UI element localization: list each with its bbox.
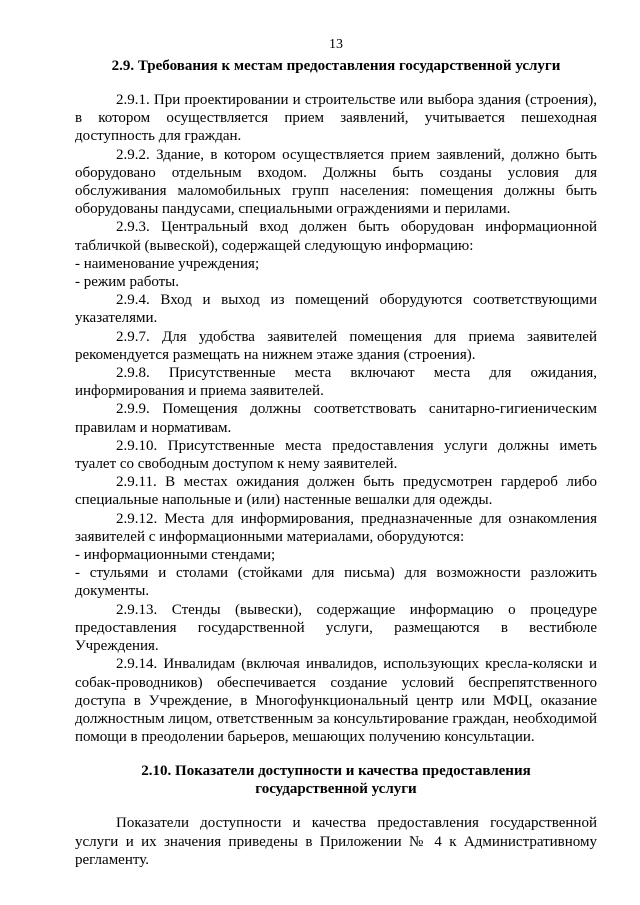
paragraph-2-9-10: 2.9.10. Присутственные места предоставления услуги должны иметь туалет со свободным доступом к нему заявителей. xyxy=(75,437,597,473)
section-2-10-title-line-2: государственной услуги xyxy=(255,781,417,798)
paragraph-2-9-1: 2.9.1. При проектировании и строительстве или выбора здания (строения), в котором осуществляется прием заявлений, учитывается пешеходная доступность для граждан. xyxy=(75,92,597,145)
section-2-10-title-line-1: 2.10. Показатели доступности и качества предоставления xyxy=(141,763,531,780)
list-item-chairs-tables: - стульями и столами (стойками для письма) для возможности разложить документы. xyxy=(75,565,597,600)
paragraph-2-9-3: 2.9.3. Центральный вход должен быть оборудован информационной табличкой (вывеской), содержащей следующую информацию: xyxy=(75,219,597,254)
list-item-institution-name: - наименование учреждения; xyxy=(75,255,260,272)
section-2-10-title xyxy=(75,762,597,798)
paragraph-2-9-14: 2.9.14. Инвалидам (включая инвалидов, использующих кресла-коляски и собак-проводников) обеспечивается создание условий беспрепятственного доступа в Учреждение, в Многофункциональный центр или МФЦ, оказание должностным лицом, ответственным за консультирование граждан, необходимой помощи в преодолении барьеров, мешающих получению консультации. xyxy=(75,656,597,746)
paragraph-2-9-8: 2.9.8. Присутственные места включают места для ожидания, информирования и приема заявителей. xyxy=(75,365,597,400)
paragraph-2-9-12: 2.9.12. Места для информирования, предназначенные для ознакомления заявителей с информационными материалами, оборудуются: xyxy=(75,510,597,545)
paragraph-2-9-9: 2.9.9. Помещения должны соответствовать санитарно-гигиеническим правилам и нормативам. xyxy=(75,401,597,436)
paragraph-2-9-2: 2.9.2. Здание, в котором осуществляется прием заявлений, должно быть оборудовано отдельным входом. Должны быть созданы условия для обслуживания маломобильных групп населения: помещения должны быть оборудованы пандусами, специальными ограждениями и перилами. xyxy=(75,146,597,218)
list-item-info-stands: - информационными стендами; xyxy=(75,547,276,564)
paragraph-2-9-11: 2.9.11. В местах ожидания должен быть предусмотрен гардероб либо специальные напольные и (или) настенные вешалки для одежды. xyxy=(75,474,597,509)
page-number: 13 xyxy=(329,37,343,52)
paragraph-2-9-4: 2.9.4. Вход и выход из помещений оборудуются соответствующими указателями. xyxy=(75,292,597,327)
section-2-9-title: 2.9. Требования к местам предоставления государственной услуги xyxy=(111,58,561,74)
list-item-working-hours: - режим работы. xyxy=(75,274,180,291)
paragraph-2-10: Показатели доступности и качества предоставления государственной услуги и их значения приведены в Приложении № 4 к Административному регламенту. xyxy=(75,815,597,868)
paragraph-2-9-13: 2.9.13. Стенды (вывески), содержащие информацию о процедуре предоставления государственной услуги, размещаются в вестибюле Учреждения. xyxy=(75,601,597,655)
paragraph-2-9-7: 2.9.7. Для удобства заявителей помещения для приема заявителей рекомендуется размещать на нижнем этаже здания (строения). xyxy=(75,328,597,363)
